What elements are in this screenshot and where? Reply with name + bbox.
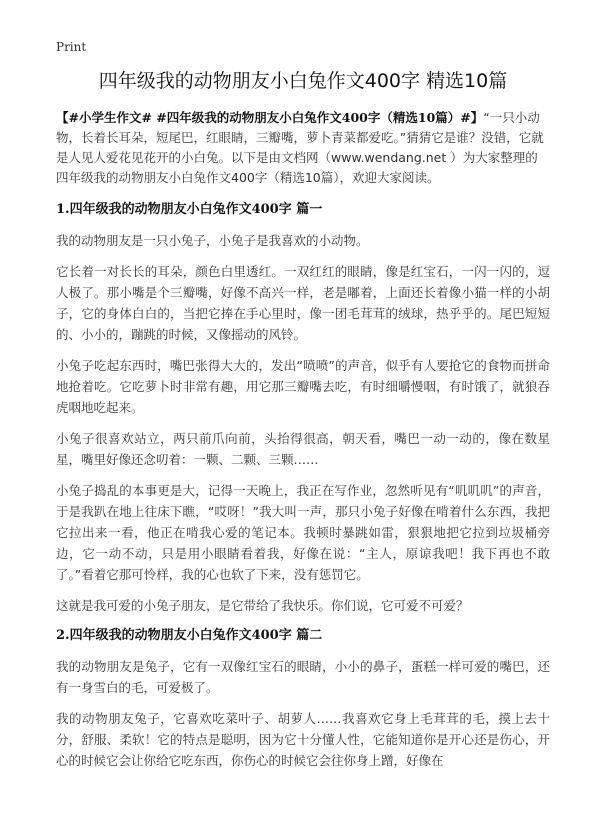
paragraph: 我的动物朋友是一只小兔子，小兔子是我喜欢的小动物。: [56, 233, 369, 248]
intro-hashtags: 【#小学生作文# #四年级我的动物朋友小白兔作文400字（精选10篇）#】: [56, 110, 484, 125]
print-label: Print: [56, 40, 87, 54]
intro-text: “一只小动物，长着长耳朵，短尾巴，红眼睛，三瓣嘴，萝卜青菜都爱吃。”猜猜它是谁？没错，它就是人见人爱花见花开的小白兔。以下是由文档网（www.wendang.net ）为大家整理的四年级我的动物朋友小白兔作文400字（精选10篇），欢迎大家阅读。: [56, 110, 544, 185]
paragraph: 我的动物朋友是兔子，它有一双像红宝石的眼睛，小小的鼻子，蛋糕一样可爱的嘴巴，还有一身雪白的毛，可爱极了。: [56, 659, 550, 695]
document-title: 四年级我的动物朋友小白兔作文400字 精选10篇: [98, 70, 508, 92]
section-heading-2: 2.四年级我的动物朋友小白兔作文400字 篇二: [56, 628, 323, 643]
paragraph: 小兔子吃起东西时，嘴巴张得大大的，发出“喷喷”的声音，似乎有人要抢它的食物而拼命地抢着吃。它吃萝卜时非常有趣，用它那三瓣嘴去吃，有时细嚼慢咽，有时饿了，就狼吞虎咽地吃起来。: [56, 358, 550, 415]
paragraph: 我的动物朋友兔子，它喜欢吃菜叶子、胡萝人……我喜欢它身上毛茸茸的毛，摸上去十分，舒服、柔软！它的特点是聪明，因为它十分懂人性，它能知道你是开心还是伤心，开心的时候它会让你给它吃东西，你伤心的时候它会往你身上蹭，好像在: [56, 711, 550, 768]
intro-paragraph: [56, 108, 550, 188]
paragraph: 它长着一对长长的耳朵，颜色白里透红。一双红红的眼睛，像是红宝石，一闪一闪的，逗人极了。那小嘴是个三瓣嘴，好像不高兴一样，老是嘟着，上面还长着像小猫一样的小胡子，它的身体白白的，当把它捧在手心里时，像一团毛茸茸的绒球，热乎乎的。尾巴短短的、小小的，蹦跳的时候，又像摇动的风铃。: [56, 264, 550, 342]
paragraph: 小兔子捣乱的本事更是大，记得一天晚上，我正在写作业，忽然听见有“叽叽叽”的声音，于是我趴在地上往床下瞧，“哎呀！”我大叫一声，那只小兔子好像在啃着什么东西，我把它拉出来一看，他正在啃我心爱的笔记本。我顿时暴跳如雷，狠狠地把它拉到垃圾桶旁边，它一动不动，只是用小眼睛看着我，好像在说：“主人，原谅我吧！我下再也不敢了。”看着它那可怜样，我的心也软了下来，没有惩罚它。: [56, 483, 550, 582]
paragraph: 这就是我可爱的小兔子朋友，是它带给了我快乐。你们说，它可爱不可爱？: [56, 598, 469, 613]
section-heading-1: 1.四年级我的动物朋友小白兔作文400字 篇一: [56, 202, 323, 217]
paragraph: 小兔子很喜欢站立，两只前爪向前，头抬得很高，朝天看，嘴巴一动一动的，像在数星星，嘴里好像还念叨着：一颗、二颗、三颗……: [56, 431, 550, 467]
